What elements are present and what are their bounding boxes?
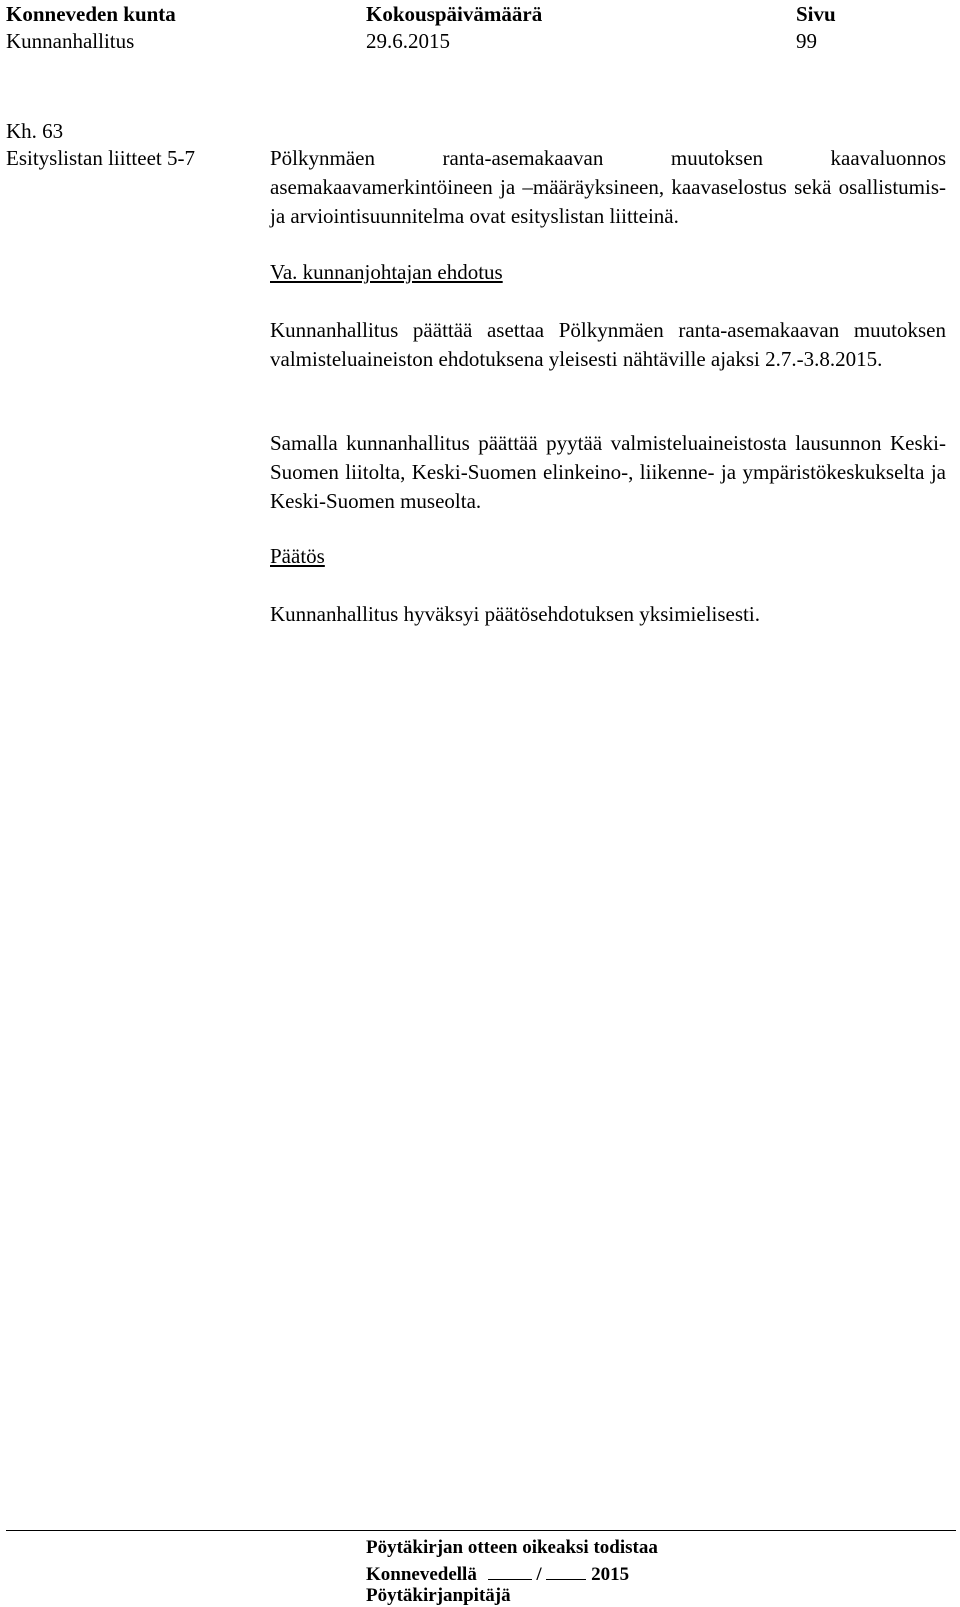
header-page-label: Sivu <box>796 2 836 26</box>
footer-divider <box>6 1530 956 1531</box>
attachments-label: Esityslistan liitteet 5-7 <box>6 146 195 170</box>
header-date-value: 29.6.2015 <box>366 29 450 53</box>
header-org-value: Kunnanhallitus <box>6 29 135 53</box>
footer-slash: / <box>536 1564 542 1585</box>
footer-month-blank <box>546 1561 586 1580</box>
header-date-label: Kokouspäivämäärä <box>366 2 543 26</box>
header-page-value: 99 <box>796 29 817 53</box>
footer-place-label: Konnevedellä <box>366 1564 477 1585</box>
footer-place-date-line <box>366 1561 629 1586</box>
decision-heading: Päätös <box>270 544 325 568</box>
footer-day-blank <box>488 1561 532 1580</box>
footer-secretary-label: Pöytäkirjanpitäjä <box>366 1585 511 1606</box>
proposal-paragraph-2: Samalla kunnanhallitus päättää pyytää valmisteluaineistosta lausunnon Keski-Suomen liitolta, Keski-Suomen elinkeino-, liikenne- ja ympäristökeskukselta ja Keski-Suomen museolta. <box>270 431 946 513</box>
footer-year: 2015 <box>591 1564 630 1585</box>
section-number: Kh. 63 <box>6 119 64 143</box>
header-org-label: Konneveden kunta <box>6 2 176 26</box>
proposal-heading: Va. kunnanjohtajan ehdotus <box>270 260 503 284</box>
intro-paragraph: Pölkynmäen ranta-asemakaavan muutoksen kaavaluonnos asemakaavamerkintöineen ja –määräyksineen, kaavaselostus sekä osallistumis- ja arviointisuunnitelma ovat esityslistan liitteinä. <box>270 146 946 228</box>
proposal-paragraph-1: Kunnanhallitus päättää asettaa Pölkynmäen ranta-asemakaavan muutoksen valmisteluaineiston ehdotuksena yleisesti nähtäville ajaksi 2.7.-3.8.2015. <box>270 318 946 371</box>
decision-text: Kunnanhallitus hyväksyi päätösehdotuksen yksimielisesti. <box>270 602 760 626</box>
footer-certify-line: Pöytäkirjan otteen oikeaksi todistaa <box>366 1537 658 1558</box>
